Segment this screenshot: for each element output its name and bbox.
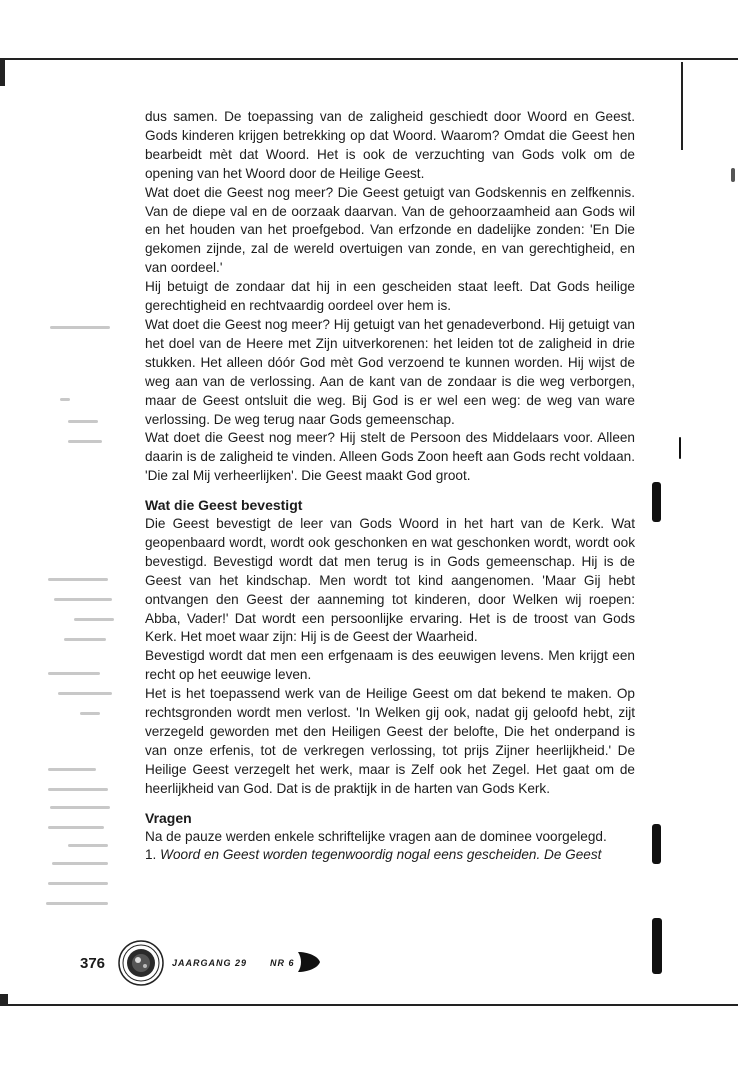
- section-heading: Wat die Geest bevestigt: [145, 497, 303, 514]
- volume-label: JAARGANG 29: [172, 958, 248, 968]
- page-edge-top: [0, 58, 738, 60]
- section-heading: Vragen: [145, 809, 192, 826]
- page-number: 376: [80, 955, 106, 972]
- scan-mark: [652, 482, 661, 522]
- bleed-through-marks: [18, 320, 128, 910]
- body-paragraph: Het is het toepassend werk van de Heilige Geest om dat bekend te maken. Op rechtsgronden wordt men verlost. 'In Welken gij ook, nadat gij geloofd hebt, zijt verzegeld geworden met den Heiligen Geest der belofte, Die het onderpand is van onze erfenis, tot de verkregen verlossing, tot prijs Zijner heerlijkheid.' De Heilige Geest verzegelt het werk, maar is Zelf ook het Zegel. Het gaat om de heerlijkheid van God. Dat is de praktijk in de harten van Gods Kerk.: [145, 686, 635, 796]
- body-paragraph: Hij betuigt de zondaar dat hij in een gescheiden staat leeft. Dat Gods heilige gerechtigheid en rechtvaardig oordeel over hem is.: [145, 279, 635, 314]
- body-paragraph: dus samen. De toepassing van de zaligheid geschiedt door Woord en Geest. Gods kinderen krijgen betrekking op dat Woord. Waarom? Omdat die Geest hen bearbeidt mèt dat Woord. Het is ook de verzuchting van Gods volk om de opening van het Woord door de Heilige Geest.: [145, 109, 635, 181]
- scan-mark: [731, 168, 735, 182]
- question-text: Woord en Geest worden tegenwoordig nogal eens gescheiden. De Geest: [160, 847, 602, 863]
- scan-mark: [652, 824, 661, 864]
- body-paragraph: Wat doet die Geest nog meer? Hij getuigt van het genadeverbond. Hij getuigt van het doel van de Heere met Zijn uitverkorenen: het leiden tot de zaligheid in drie stukken. Het alleen dóór God mèt God verzoend te kunnen worden. Hij wijst de weg aan van de verlossing. Aan de kant van de zondaar is die weg verborgen, maar de Geest ontsluit die weg. Bij God is er wel een weg: de weg van ware verlossing. De weg terug naar Gods gemeenschap.: [145, 316, 635, 427]
- body-paragraph: Die Geest bevestigt de leer van Gods Woord in het hart van de Kerk. Wat geopenbaard wordt, wordt ook geschonken en wat geschonken wordt, wordt ook bevestigd. Bevestigd wordt dat men terug is in Gods gemeenschap. Hij is de Geest van het kindschap. Men wordt tot kind aangenomen. 'Maar Gij hebt ontvangen den Geest der aanneming tot kinderen, door Welken wij roepen: Abba, Vader!' Dat wordt een persoonlijke ervaring. Het is de troost van Gods Kerk. Het moet waar zijn: Hij is de Geest der Waarheid.: [145, 516, 635, 645]
- body-paragraph: Bevestigd wordt dat men een erfgenaam is des eeuwigen levens. Men krijgt een recht op het eeuwige leven.: [145, 648, 635, 683]
- arrow-icon: [296, 950, 322, 974]
- question-item: [145, 846, 635, 865]
- page-edge-corner-bottom: [0, 994, 8, 1006]
- question-number: 1.: [145, 847, 161, 863]
- magazine-logo-icon: [118, 940, 164, 986]
- page-edge-right: [681, 62, 683, 150]
- body-paragraph: Na de pauze werden enkele schriftelijke vragen aan de dominee voorgelegd.: [145, 828, 607, 844]
- scan-mark: [652, 918, 662, 974]
- page-edge-corner: [0, 60, 5, 86]
- scan-mark: [679, 437, 681, 459]
- body-paragraph: Wat doet die Geest nog meer? Die Geest getuigt van Godskennis en zelfkennis. Van de diepe val en de oorzaak daarvan. Van de gehoorzaamheid aan Gods wil en het houden van het proefgebod. Van erfzonde en dadelijke zonden: 'En Die gekomen zijnde, zal de wereld overtuigen van zonde, en van gerechtigheid, en van oordeel.': [145, 184, 635, 276]
- issue-label: NR 6: [270, 958, 295, 968]
- article-body: [145, 108, 635, 865]
- page-edge-bottom: [0, 1004, 738, 1006]
- body-paragraph: Wat doet die Geest nog meer? Hij stelt de Persoon des Middelaars voor. Alleen daarin is de zaligheid te vinden. Alleen Gods Zoon heeft aan Gods recht voldaan. 'Die zal Mij verheerlijken'. Die Geest maakt God groot.: [145, 430, 635, 484]
